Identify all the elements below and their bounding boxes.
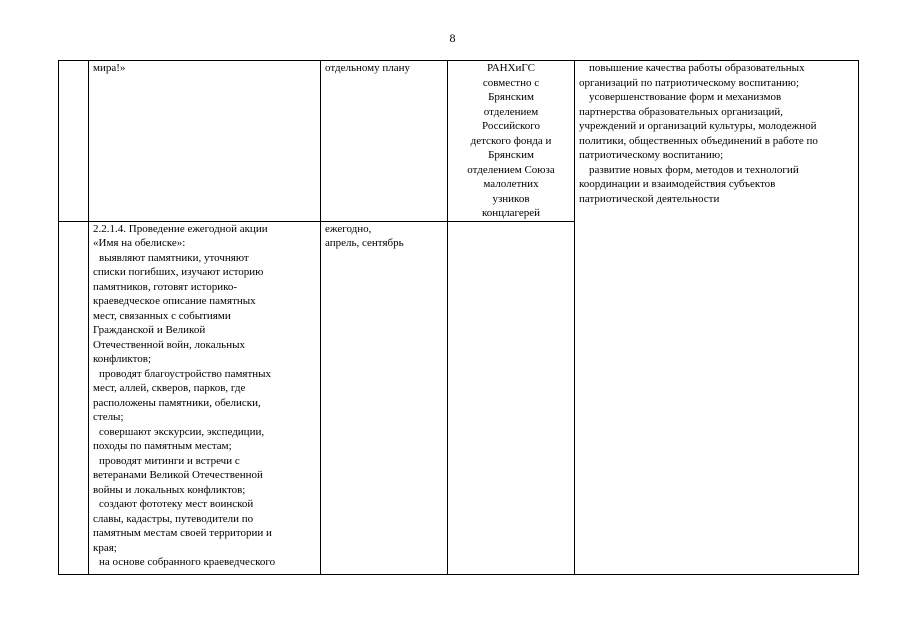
text-line: учреждений и организаций культуры, молодежной — [579, 120, 817, 132]
text-line: конфликтов; — [93, 353, 152, 365]
text-line: расположены памятники, обелиски, — [93, 396, 261, 409]
activity-cell — [89, 221, 321, 574]
timing-cell — [321, 221, 448, 574]
text-line: проводят благоустройство памятных — [99, 367, 272, 380]
result-cell — [575, 61, 859, 575]
text-line: списки погибших, изучают историю — [93, 266, 264, 278]
text-line: памятным местам своей территории и — [93, 527, 272, 539]
text-line: политики, общественных объединений в работе по — [579, 134, 818, 147]
text-line: походы по памятным местам; — [93, 440, 232, 452]
executor-cell — [448, 61, 575, 222]
text-line: славы, кадастры, путеводители по — [93, 512, 254, 525]
text-line: РАНХиГС — [487, 62, 535, 74]
text-line: краеведческое описание памятных — [93, 295, 256, 307]
text-line: патриотическому воспитанию; — [579, 149, 724, 161]
text-line: узников — [492, 192, 530, 205]
text-line: патриотической деятельности — [579, 192, 720, 205]
timing-cell — [321, 61, 448, 222]
page-number: 8 — [449, 31, 456, 45]
text-line: проводят митинги и встречи с — [99, 454, 240, 467]
text-line: усовершенствование форм и механизмов — [589, 91, 782, 103]
text-line: на основе собранного краеведческого — [99, 556, 276, 568]
text-line: создают фототеку мест воинской — [99, 498, 254, 510]
text-line: отдельному плану — [325, 62, 411, 74]
text-line: повышение качества работы образовательных — [589, 62, 805, 74]
text-line: Брянским — [488, 149, 534, 161]
text-line: мира!» — [93, 62, 126, 74]
text-line: ежегодно, — [325, 222, 372, 235]
text-line: стелы; — [93, 411, 124, 423]
text-line: концлагерей — [482, 207, 540, 219]
text-line: организаций по патриотическому воспитанию; — [579, 76, 800, 89]
text-line: апрель, сентябрь — [325, 237, 404, 249]
text-line: Гражданской и Великой — [93, 324, 206, 336]
text-line: памятников, готовят историко- — [93, 280, 238, 293]
text-line: мест, аллей, скверов, парков, где — [93, 382, 246, 394]
text-line: края; — [93, 541, 117, 554]
text-line: Брянским — [488, 91, 534, 103]
table-row — [59, 61, 859, 222]
text-line: войны и локальных конфликтов; — [93, 483, 246, 496]
plan-table — [58, 60, 859, 575]
executor-cell — [448, 221, 575, 574]
number-cell — [59, 61, 89, 222]
text-line: совершают экскурсии, экспедиции, — [99, 425, 265, 438]
text-line: Отечественной войн, локальных — [93, 338, 245, 351]
text-line: координации и взаимодействия субъектов — [579, 178, 776, 190]
text-line: 2.2.1.4. Проведение ежегодной акции — [93, 222, 268, 235]
text-line: детского фонда и — [470, 134, 552, 147]
text-line: выявляют памятники, уточняют — [99, 251, 249, 264]
text-line: малолетних — [483, 178, 539, 190]
number-cell — [59, 221, 89, 574]
text-line: ветеранами Великой Отечественной — [93, 469, 263, 481]
text-line: Российского — [481, 120, 541, 132]
text-line: мест, связанных с событиями — [93, 309, 231, 322]
text-line: развитие новых форм, методов и технологий — [589, 163, 799, 176]
activity-cell — [89, 61, 321, 222]
text-line: «Имя на обелиске»: — [93, 237, 186, 249]
text-line: отделением Союза — [467, 163, 555, 176]
text-line: отделением — [483, 105, 539, 118]
text-line: партнерства образовательных организаций, — [579, 105, 784, 118]
text-line: совместно с — [482, 76, 540, 89]
